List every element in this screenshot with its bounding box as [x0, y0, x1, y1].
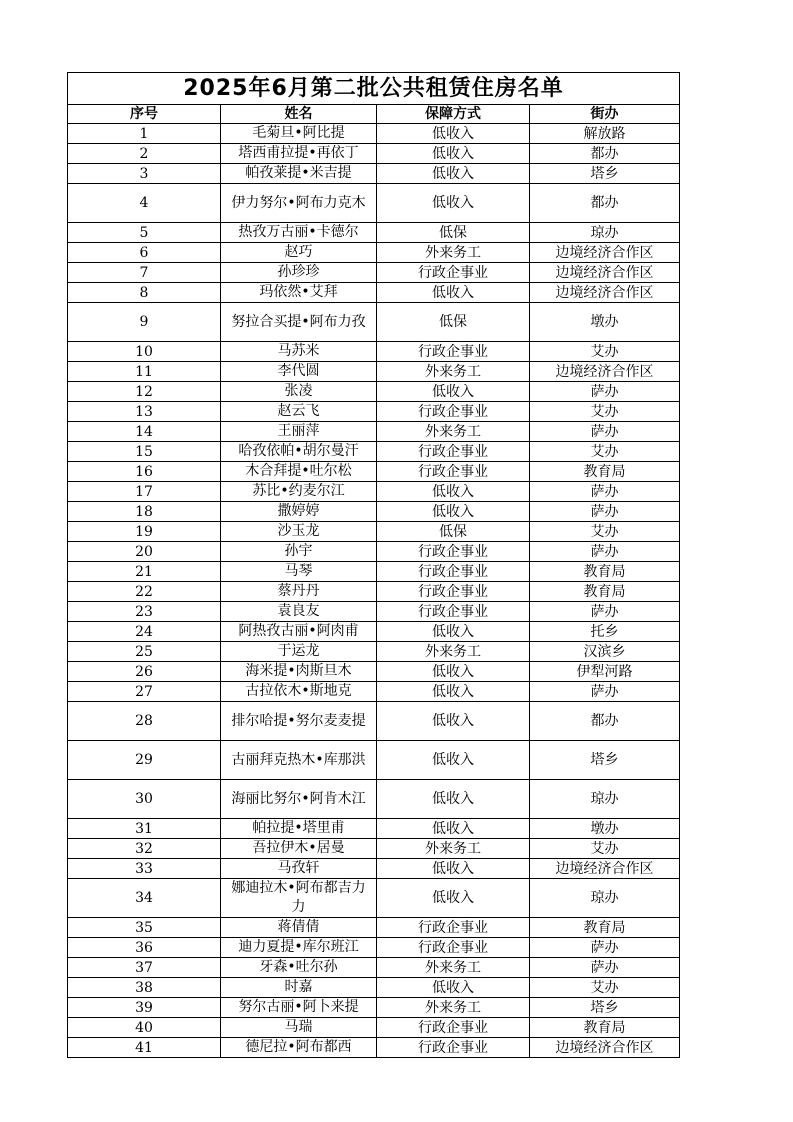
- table-row: [68, 263, 680, 283]
- cell-street: 教育局: [530, 918, 680, 938]
- cell-name: 木合拜提•吐尔松: [221, 462, 377, 482]
- cell-seq: 14: [68, 422, 221, 442]
- cell-name: 王丽萍: [221, 422, 377, 442]
- cell-method: 低收入: [377, 482, 530, 502]
- cell-name: 塔西甫拉提•再依丁: [221, 144, 377, 164]
- cell-street: 萨办: [530, 482, 680, 502]
- cell-seq: 19: [68, 522, 221, 542]
- cell-method: 低收入: [377, 382, 530, 402]
- cell-street: 边境经济合作区: [530, 263, 680, 283]
- cell-name: 苏比•约麦尔江: [221, 482, 377, 502]
- table-row: [68, 1038, 680, 1058]
- table-row: [68, 342, 680, 362]
- cell-method: 低收入: [377, 780, 530, 819]
- cell-street: 塔乡: [530, 164, 680, 184]
- cell-street: 边境经济合作区: [530, 243, 680, 263]
- cell-method: 行政企事业: [377, 938, 530, 958]
- cell-street: 伊犁河路: [530, 662, 680, 682]
- table-row: [68, 918, 680, 938]
- cell-name: 热孜万古丽•卡德尔: [221, 223, 377, 243]
- cell-method: 低收入: [377, 144, 530, 164]
- cell-seq: 12: [68, 382, 221, 402]
- table-row: [68, 462, 680, 482]
- cell-method: 行政企事业: [377, 562, 530, 582]
- cell-street: 教育局: [530, 582, 680, 602]
- cell-method: 行政企事业: [377, 602, 530, 622]
- cell-street: 艾办: [530, 442, 680, 462]
- cell-street: 塔乡: [530, 741, 680, 780]
- cell-seq: 29: [68, 741, 221, 780]
- table-row: [68, 502, 680, 522]
- cell-seq: 35: [68, 918, 221, 938]
- cell-street: 艾办: [530, 402, 680, 422]
- cell-street: 都办: [530, 702, 680, 741]
- cell-seq: 25: [68, 642, 221, 662]
- cell-method: 行政企事业: [377, 442, 530, 462]
- cell-seq: 9: [68, 303, 221, 342]
- cell-name: 海米提•肉斯旦木: [221, 662, 377, 682]
- cell-method: 低收入: [377, 662, 530, 682]
- cell-method: 低收入: [377, 164, 530, 184]
- cell-street: 墩办: [530, 819, 680, 839]
- cell-name: 马苏米: [221, 342, 377, 362]
- cell-name: 阿热孜古丽•阿肉甫: [221, 622, 377, 642]
- table-row: [68, 144, 680, 164]
- table-row: [68, 978, 680, 998]
- cell-street: 墩办: [530, 303, 680, 342]
- cell-street: 边境经济合作区: [530, 1038, 680, 1058]
- cell-street: 都办: [530, 184, 680, 223]
- table-row: [68, 124, 680, 144]
- cell-street: 边境经济合作区: [530, 362, 680, 382]
- table-row: [68, 741, 680, 780]
- cell-name: 于运龙: [221, 642, 377, 662]
- cell-name: 古拉依木•斯地克: [221, 682, 377, 702]
- cell-method: 低保: [377, 223, 530, 243]
- cell-method: 行政企事业: [377, 1018, 530, 1038]
- cell-name: 袁良友: [221, 602, 377, 622]
- cell-seq: 36: [68, 938, 221, 958]
- table-row: [68, 622, 680, 642]
- table-row: [68, 223, 680, 243]
- cell-method: 行政企事业: [377, 342, 530, 362]
- cell-seq: 41: [68, 1038, 221, 1058]
- cell-name: 马孜轩: [221, 859, 377, 879]
- cell-street: 教育局: [530, 462, 680, 482]
- cell-seq: 21: [68, 562, 221, 582]
- cell-method: 行政企事业: [377, 918, 530, 938]
- cell-name: 时嘉: [221, 978, 377, 998]
- table-row: [68, 998, 680, 1018]
- cell-street: 艾办: [530, 839, 680, 859]
- cell-method: 低收入: [377, 682, 530, 702]
- cell-seq: 39: [68, 998, 221, 1018]
- cell-name: 牙森•吐尔孙: [221, 958, 377, 978]
- cell-seq: 7: [68, 263, 221, 283]
- cell-method: 外来务工: [377, 362, 530, 382]
- cell-method: 外来务工: [377, 243, 530, 263]
- cell-name: 孙宇: [221, 542, 377, 562]
- cell-street: 都办: [530, 144, 680, 164]
- cell-seq: 31: [68, 819, 221, 839]
- table-row: [68, 164, 680, 184]
- table-row: [68, 283, 680, 303]
- page-title: 2025年6月第二批公共租赁住房名单: [68, 73, 680, 105]
- cell-method: 低收入: [377, 859, 530, 879]
- cell-street: 边境经济合作区: [530, 283, 680, 303]
- cell-seq: 5: [68, 223, 221, 243]
- cell-name: 蒋倩倩: [221, 918, 377, 938]
- table-row: [68, 522, 680, 542]
- cell-method: 低收入: [377, 283, 530, 303]
- cell-street: 教育局: [530, 562, 680, 582]
- cell-method: 低收入: [377, 819, 530, 839]
- cell-seq: 8: [68, 283, 221, 303]
- cell-seq: 13: [68, 402, 221, 422]
- cell-street: 塔乡: [530, 998, 680, 1018]
- table-row: [68, 382, 680, 402]
- table-row: [68, 562, 680, 582]
- housing-list-table: [67, 72, 680, 1058]
- cell-name: 迪力夏提•库尔班江: [221, 938, 377, 958]
- cell-name: 排尔哈提•努尔麦麦提: [221, 702, 377, 741]
- cell-seq: 15: [68, 442, 221, 462]
- cell-street: 萨办: [530, 542, 680, 562]
- cell-name: 沙玉龙: [221, 522, 377, 542]
- cell-seq: 23: [68, 602, 221, 622]
- cell-street: 边境经济合作区: [530, 859, 680, 879]
- table-row: [68, 362, 680, 382]
- table-row: [68, 303, 680, 342]
- cell-street: 萨办: [530, 938, 680, 958]
- cell-method: 低收入: [377, 124, 530, 144]
- cell-street: 汉滨乡: [530, 642, 680, 662]
- cell-name: 吾拉伊木•居曼: [221, 839, 377, 859]
- cell-method: 低收入: [377, 502, 530, 522]
- cell-seq: 3: [68, 164, 221, 184]
- cell-street: 萨办: [530, 502, 680, 522]
- column-header-street: 街办: [530, 105, 680, 124]
- column-header-name: 姓名: [221, 105, 377, 124]
- cell-seq: 16: [68, 462, 221, 482]
- cell-seq: 10: [68, 342, 221, 362]
- cell-seq: 11: [68, 362, 221, 382]
- table-row: [68, 780, 680, 819]
- cell-name: 德尼拉•阿布都西: [221, 1038, 377, 1058]
- cell-seq: 32: [68, 839, 221, 859]
- table-row: [68, 702, 680, 741]
- cell-seq: 20: [68, 542, 221, 562]
- cell-street: 托乡: [530, 622, 680, 642]
- cell-seq: 28: [68, 702, 221, 741]
- cell-street: 琼办: [530, 879, 680, 918]
- table-row: [68, 582, 680, 602]
- cell-name: 马琴: [221, 562, 377, 582]
- cell-method: 行政企事业: [377, 263, 530, 283]
- table-row: [68, 1018, 680, 1038]
- cell-street: 萨办: [530, 382, 680, 402]
- table-row: [68, 602, 680, 622]
- cell-method: 外来务工: [377, 958, 530, 978]
- table-body: [68, 124, 680, 1058]
- cell-method: 行政企事业: [377, 1038, 530, 1058]
- cell-street: 萨办: [530, 958, 680, 978]
- cell-street: 萨办: [530, 602, 680, 622]
- table-row: [68, 859, 680, 879]
- cell-name: 伊力努尔•阿布力克木: [221, 184, 377, 223]
- cell-method: 行政企事业: [377, 582, 530, 602]
- table-row: [68, 542, 680, 562]
- cell-seq: 22: [68, 582, 221, 602]
- table-row: [68, 482, 680, 502]
- cell-street: 艾办: [530, 522, 680, 542]
- cell-method: 行政企事业: [377, 402, 530, 422]
- cell-method: 行政企事业: [377, 542, 530, 562]
- cell-street: 教育局: [530, 1018, 680, 1038]
- cell-street: 艾办: [530, 978, 680, 998]
- table-row: [68, 938, 680, 958]
- cell-method: 低收入: [377, 978, 530, 998]
- table-row: [68, 839, 680, 859]
- cell-street: 琼办: [530, 780, 680, 819]
- cell-name: 张凌: [221, 382, 377, 402]
- cell-seq: 24: [68, 622, 221, 642]
- table-row: [68, 642, 680, 662]
- cell-seq: 34: [68, 879, 221, 918]
- cell-method: 低收入: [377, 741, 530, 780]
- cell-street: 艾办: [530, 342, 680, 362]
- cell-name: 努尔古丽•阿卜来提: [221, 998, 377, 1018]
- cell-seq: 4: [68, 184, 221, 223]
- cell-street: 萨办: [530, 682, 680, 702]
- cell-method: 低保: [377, 522, 530, 542]
- cell-name: 娜迪拉木•阿布都吉力力: [221, 879, 377, 918]
- cell-method: 外来务工: [377, 422, 530, 442]
- cell-method: 低收入: [377, 702, 530, 741]
- cell-seq: 26: [68, 662, 221, 682]
- cell-method: 低收入: [377, 184, 530, 223]
- cell-method: 低收入: [377, 879, 530, 918]
- cell-street: 萨办: [530, 422, 680, 442]
- cell-name: 努拉合买提•阿布力孜: [221, 303, 377, 342]
- column-header-method: 保障方式: [377, 105, 530, 124]
- cell-seq: 27: [68, 682, 221, 702]
- cell-name: 帕拉提•塔里甫: [221, 819, 377, 839]
- table-row: [68, 402, 680, 422]
- cell-seq: 37: [68, 958, 221, 978]
- cell-street: 解放路: [530, 124, 680, 144]
- cell-method: 外来务工: [377, 839, 530, 859]
- cell-seq: 40: [68, 1018, 221, 1038]
- cell-seq: 17: [68, 482, 221, 502]
- table-row: [68, 662, 680, 682]
- cell-method: 低保: [377, 303, 530, 342]
- cell-name: 帕孜莱提•米吉提: [221, 164, 377, 184]
- cell-name: 孙珍珍: [221, 263, 377, 283]
- cell-street: 琼办: [530, 223, 680, 243]
- table-row: [68, 184, 680, 223]
- cell-seq: 30: [68, 780, 221, 819]
- cell-seq: 6: [68, 243, 221, 263]
- table-row: [68, 422, 680, 442]
- cell-name: 蔡丹丹: [221, 582, 377, 602]
- table-row: [68, 243, 680, 263]
- cell-method: 外来务工: [377, 642, 530, 662]
- cell-seq: 38: [68, 978, 221, 998]
- cell-name: 哈孜依帕•胡尔曼汗: [221, 442, 377, 462]
- table-row: [68, 958, 680, 978]
- cell-name: 古丽拜克热木•库那洪: [221, 741, 377, 780]
- cell-method: 低收入: [377, 622, 530, 642]
- cell-seq: 2: [68, 144, 221, 164]
- cell-seq: 33: [68, 859, 221, 879]
- cell-name: 海丽比努尔•阿肯木江: [221, 780, 377, 819]
- column-header-seq: 序号: [68, 105, 221, 124]
- cell-name: 赵巧: [221, 243, 377, 263]
- cell-name: 撒婷婷: [221, 502, 377, 522]
- cell-name: 赵云飞: [221, 402, 377, 422]
- cell-seq: 1: [68, 124, 221, 144]
- table-row: [68, 442, 680, 462]
- table-row: [68, 879, 680, 918]
- cell-method: 行政企事业: [377, 462, 530, 482]
- cell-name: 毛菊旦•阿比提: [221, 124, 377, 144]
- cell-seq: 18: [68, 502, 221, 522]
- cell-name: 李代圆: [221, 362, 377, 382]
- cell-name: 玛依然•艾拜: [221, 283, 377, 303]
- cell-name: 马瑞: [221, 1018, 377, 1038]
- cell-method: 外来务工: [377, 998, 530, 1018]
- table-row: [68, 819, 680, 839]
- table-row: [68, 682, 680, 702]
